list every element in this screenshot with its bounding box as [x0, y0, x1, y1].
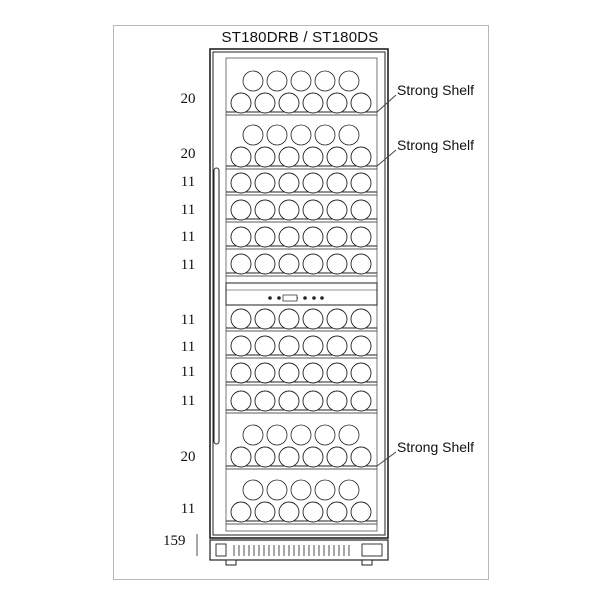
bottle-end: [327, 502, 347, 522]
bottle-end: [327, 336, 347, 356]
bottle-end: [231, 173, 251, 193]
bottle-end-back: [315, 71, 335, 91]
bottle-end: [327, 309, 347, 329]
bottle-end: [327, 254, 347, 274]
bottle-end: [255, 173, 275, 193]
bottle-end-back: [291, 71, 311, 91]
bottle-end: [351, 309, 371, 329]
bottle-end: [303, 447, 323, 467]
bottle-end: [351, 93, 371, 113]
bottle-end: [351, 254, 371, 274]
bottle-end: [351, 447, 371, 467]
bottle-end-back: [267, 71, 287, 91]
bottle-end-back: [291, 480, 311, 500]
bottle-end-back: [243, 71, 263, 91]
bottle-end-back: [267, 125, 287, 145]
bottle-end-back: [315, 125, 335, 145]
bottle-end: [231, 227, 251, 247]
shelf-count-2: 20: [180, 146, 196, 162]
bottle-end-back: [267, 480, 287, 500]
bottle-end-back: [315, 480, 335, 500]
bottle-end: [279, 254, 299, 274]
bottle-end-back: [339, 71, 359, 91]
bottle-end: [351, 336, 371, 356]
foot-left: [226, 560, 236, 565]
bottle-end-back: [267, 425, 287, 445]
bottle-end: [327, 147, 347, 167]
bottle-end: [303, 93, 323, 113]
bottle-end-back: [339, 425, 359, 445]
strong-shelf-label-3: Strong Shelf: [397, 439, 475, 455]
bottle-end: [231, 200, 251, 220]
bottle-end: [351, 391, 371, 411]
bottle-end: [255, 336, 275, 356]
bottle-end: [327, 363, 347, 383]
control-button: [312, 296, 316, 300]
bottle-end: [279, 93, 299, 113]
bottle-end: [231, 447, 251, 467]
bottle-end: [351, 227, 371, 247]
bottle-end: [279, 227, 299, 247]
bottle-end: [231, 391, 251, 411]
control-button: [320, 296, 324, 300]
shelf-count-5: 11: [180, 229, 196, 245]
bottle-end: [279, 391, 299, 411]
bottle-end: [255, 147, 275, 167]
shelf-count-1: 20: [180, 91, 196, 107]
control-button: [268, 296, 272, 300]
bottle-end: [231, 502, 251, 522]
bottle-end-back: [243, 125, 263, 145]
bottle-end: [255, 227, 275, 247]
bottle-end: [279, 502, 299, 522]
bottle-end: [351, 200, 371, 220]
bottle-end: [279, 363, 299, 383]
bottle-end: [231, 309, 251, 329]
strong-shelf-label-1: Strong Shelf: [397, 82, 475, 98]
bottle-end: [303, 227, 323, 247]
bottle-end: [231, 147, 251, 167]
bottle-end: [303, 147, 323, 167]
bottle-end: [231, 363, 251, 383]
bottle-end: [303, 173, 323, 193]
foot-right: [362, 560, 372, 565]
bottle-end: [351, 147, 371, 167]
bottle-end: [255, 200, 275, 220]
bottle-end: [255, 502, 275, 522]
bottle-end: [327, 227, 347, 247]
shelf-count-4: 11: [180, 202, 196, 218]
bottle-end: [231, 93, 251, 113]
control-button: [303, 296, 307, 300]
shelf-count-6: 11: [180, 257, 196, 273]
base-latch: [216, 544, 226, 556]
bottle-end: [303, 363, 323, 383]
door-handle: [214, 168, 219, 444]
bottle-end: [303, 254, 323, 274]
bottle-end: [231, 336, 251, 356]
bottle-end: [351, 363, 371, 383]
shelf-count-9: 11: [180, 364, 196, 380]
bottle-end: [279, 309, 299, 329]
bottle-end-back: [315, 425, 335, 445]
bottle-end-back: [291, 425, 311, 445]
bottle-end: [279, 336, 299, 356]
bottle-end: [303, 502, 323, 522]
temperature-display: [283, 295, 297, 301]
shelf-count-11: 20: [180, 449, 196, 465]
shelf-count-12: 11: [180, 501, 196, 517]
bottle-end: [303, 391, 323, 411]
bottle-end-back: [339, 125, 359, 145]
shelf-count-8: 11: [180, 339, 196, 355]
bottle-end: [279, 447, 299, 467]
bottle-end: [303, 309, 323, 329]
bottle-end: [351, 173, 371, 193]
bottle-end: [303, 200, 323, 220]
total-capacity: 159: [163, 533, 186, 549]
control-panel: [226, 283, 377, 305]
bottle-end: [255, 391, 275, 411]
bottle-end-back: [291, 125, 311, 145]
control-button: [277, 296, 281, 300]
strong-shelf-label-2: Strong Shelf: [397, 137, 475, 153]
bottle-end: [255, 309, 275, 329]
bottle-end: [255, 447, 275, 467]
bottle-end: [327, 447, 347, 467]
leader-line: [377, 452, 396, 466]
bottle-end: [327, 173, 347, 193]
bottle-end: [303, 336, 323, 356]
bottle-end: [327, 200, 347, 220]
bottle-end-back: [339, 480, 359, 500]
model-title: ST180DRB / ST180DS: [221, 29, 379, 46]
bottle-end: [255, 363, 275, 383]
bottle-end: [279, 200, 299, 220]
bottle-end: [255, 93, 275, 113]
shelf-count-3: 11: [180, 174, 196, 190]
bottle-end-back: [243, 480, 263, 500]
leader-line: [377, 95, 396, 112]
bottle-end: [231, 254, 251, 274]
bottle-end: [279, 147, 299, 167]
bottle-end: [327, 391, 347, 411]
leader-line: [377, 150, 396, 166]
bottle-end: [279, 173, 299, 193]
bottle-end: [255, 254, 275, 274]
base-panel: [362, 544, 382, 556]
bottle-end-back: [243, 425, 263, 445]
shelf-count-10: 11: [180, 393, 196, 409]
shelf-count-7: 11: [180, 312, 196, 328]
bottle-end: [327, 93, 347, 113]
bottle-end: [351, 502, 371, 522]
